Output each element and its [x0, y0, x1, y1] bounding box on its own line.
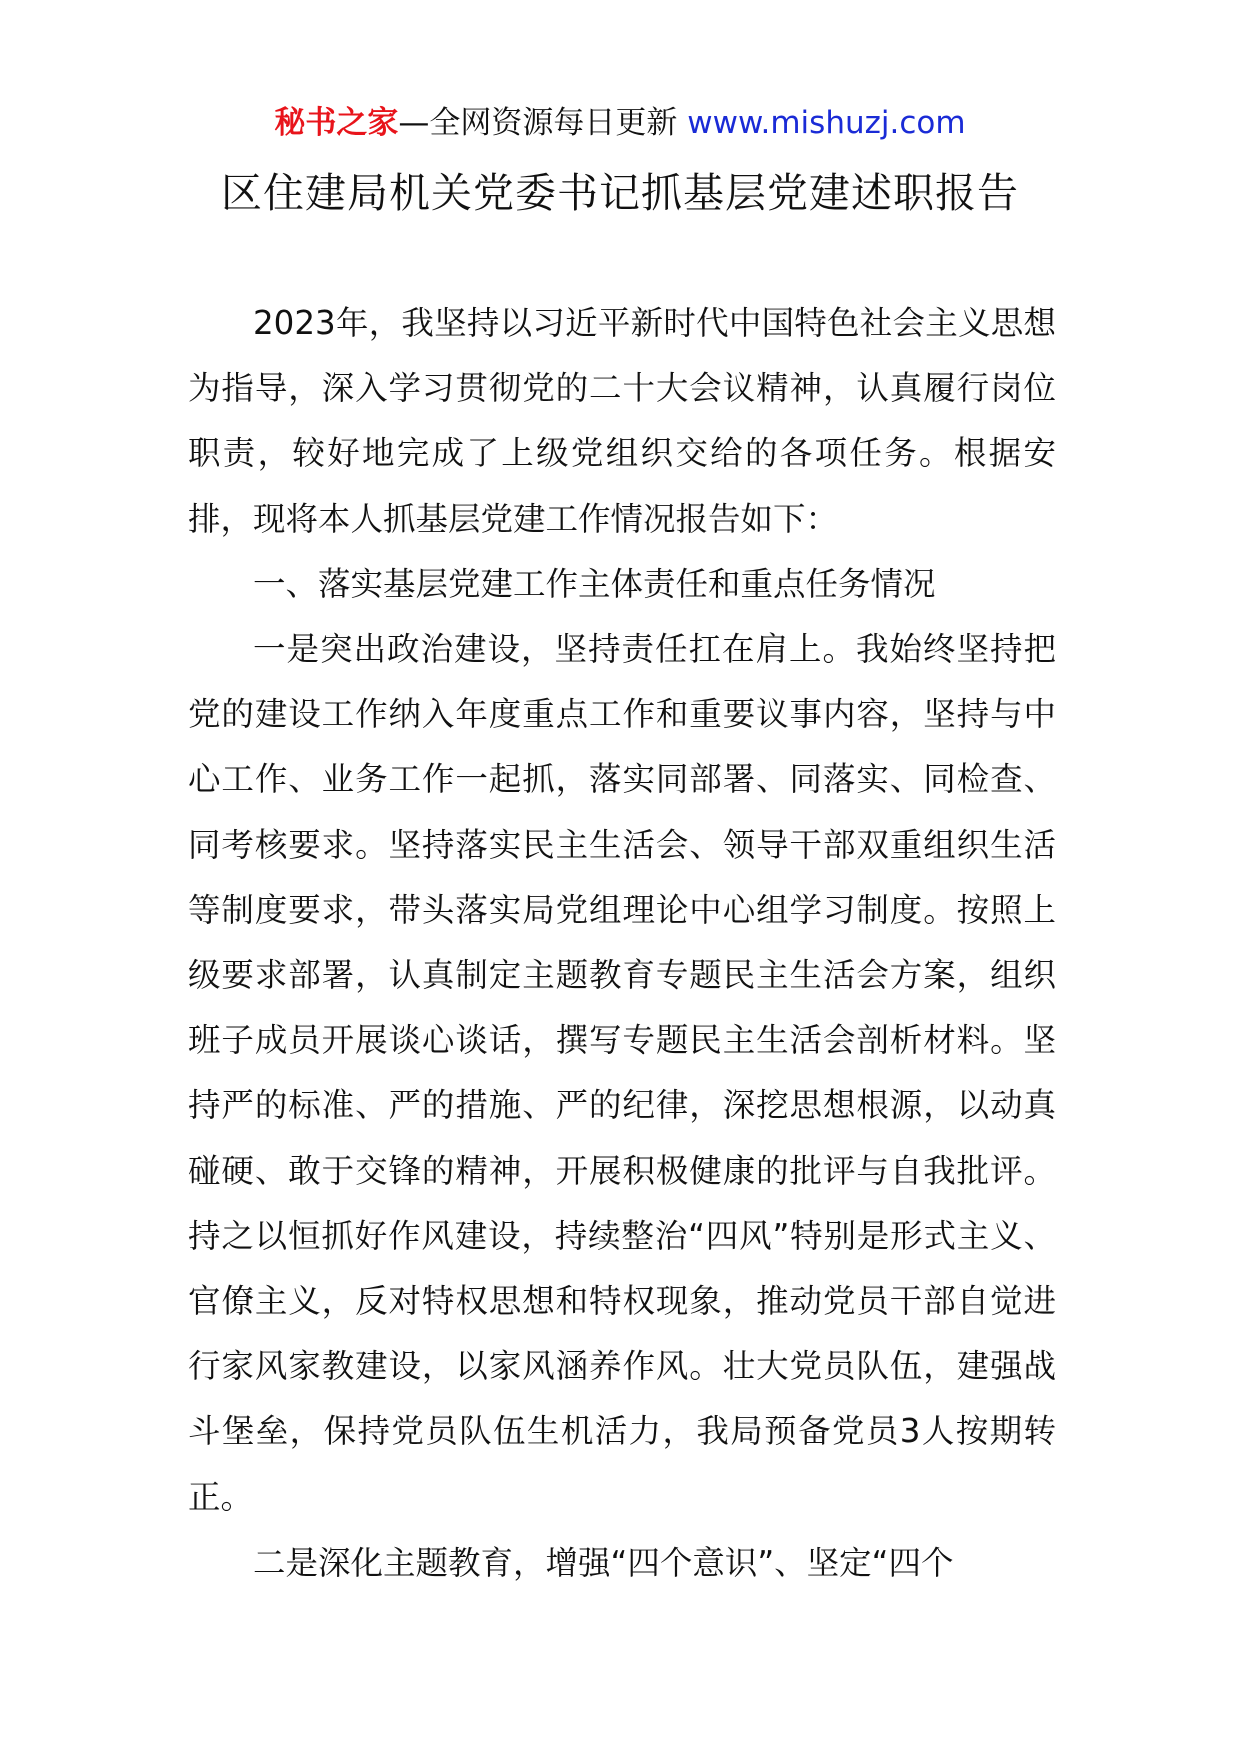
header-banner — [0, 100, 1240, 146]
paragraph-theme-education: 二是深化主题教育，增强“四个意识”、坚定“四个 — [253, 1543, 954, 1582]
section-heading: 一、落实基层党建工作主体责任和重点任务情况 — [253, 564, 936, 603]
paragraph-political-building: 一是突出政治建设，坚持责任扛在肩上。我始终坚持把党的建设工作纳入年度重点工作和重要议事内容，坚持与中心工作、业务工作一起抓，落实同部署、同落实、同检查、同考核要求。坚持落实民主生活会、领导干部双重组织生活等制度要求，带头落实局党组理论中心组学习制度。按照上级要求部署，认真制定主题教育专题民主生活会方案，组织班子成员开展谈心谈话，撰写专题民主生活会剖析材料。坚持严的标准、严的措施、严的纪律，深挖思想根源，以动真碰硬、敢于交锋的精神，开展积极健康的批评与自我批评。持之以恒抓好作风建设，持续整治“四风”特别是形式主义、官僚主义，反对特权思想和特权现象，推动党员干部自觉进行家风家教建设，以家风涵养作风。壮大党员队伍，建强战斗堡垒，保持党员队伍生机活力，我局预备党员3人按期转正。 — [188, 630, 1056, 1516]
document-title: 区住建局机关党委书记抓基层党建述职报告 — [221, 169, 1019, 217]
banner-slogan: —全网资源每日更新 — [398, 105, 678, 141]
brand-name: 秘书之家 — [274, 105, 399, 141]
document-body — [188, 291, 1056, 1596]
site-url-link[interactable]: www.mishuzj.com — [687, 105, 966, 141]
paragraph-intro: 2023年，我坚持以习近平新时代中国特色社会主义思想为指导，深入学习贯彻党的二十大会议精神，认真履行岗位职责，较好地完成了上级党组织交给的各项任务。根据安排，现将本人抓基层党建工作情况报告如下： — [188, 304, 1056, 538]
